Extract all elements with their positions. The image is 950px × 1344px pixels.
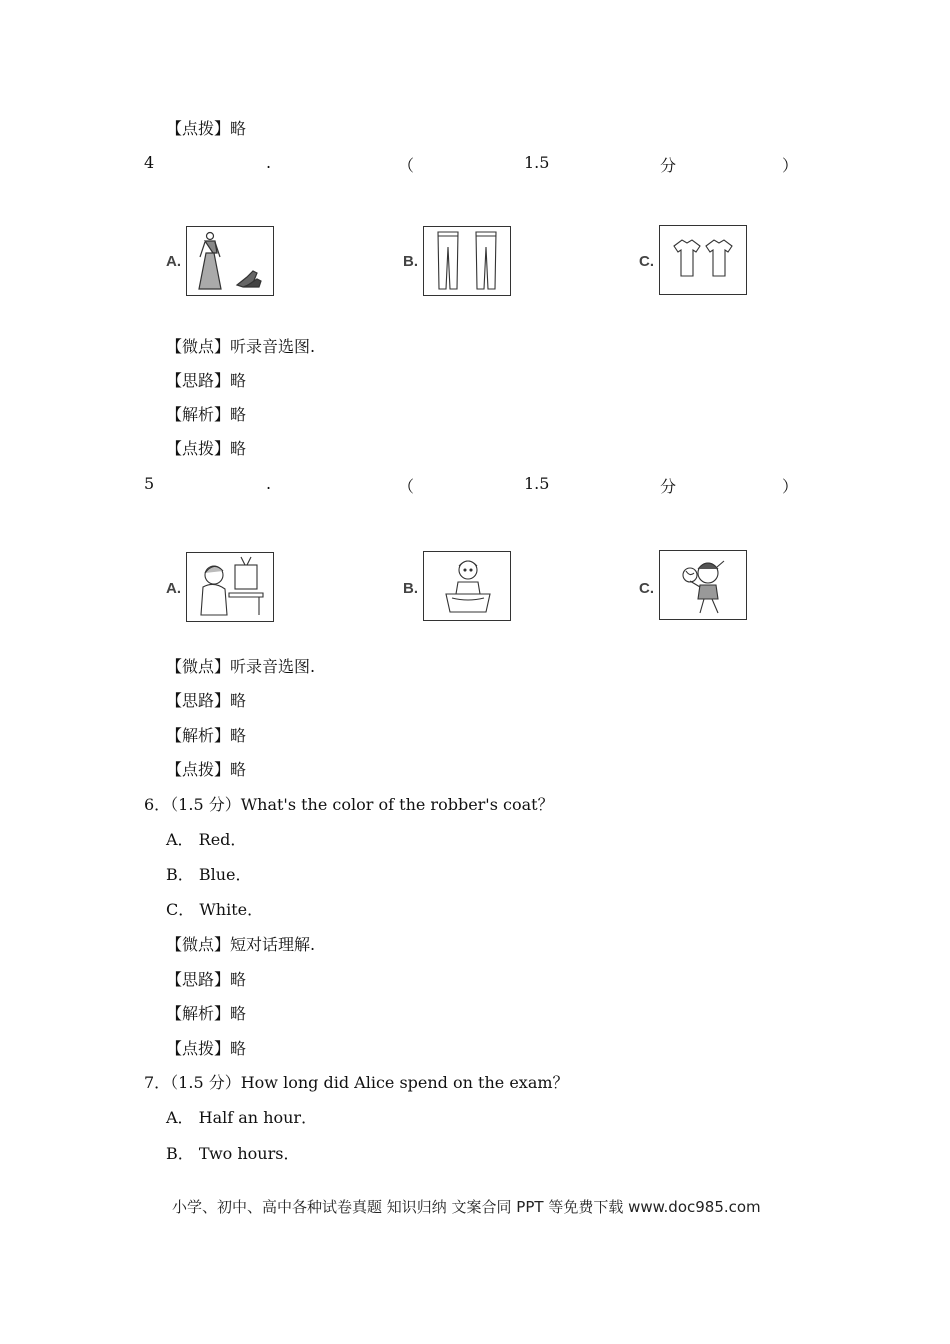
question-6-text: 6．（1.5 分）What's the color of the robber's coat？ [144, 795, 554, 814]
score-unit: 分 [660, 156, 677, 175]
option-a-label: A. [166, 580, 181, 597]
page-footer: 小学、初中、高中各种试卷真题 知识归纳 文案合同 PPT 等免费下载 www.doc985.com [172, 1198, 761, 1216]
score-value: 1.5 [524, 474, 550, 493]
note-point: 【微点】听录音选图. [166, 337, 316, 356]
note-idea: 【思路】略 [166, 371, 247, 390]
left-paren: （ [398, 477, 415, 496]
right-paren: ） [782, 477, 799, 496]
note-tip: 【点拨】略 [166, 1039, 247, 1058]
question-7-text: 7．（1.5 分）How long did Alice spend on the exam？ [144, 1073, 569, 1092]
choice-a: A． Half an hour． [166, 1108, 318, 1127]
note-analysis: 【解析】略 [166, 1004, 247, 1023]
note-point: 【微点】听录音选图. [166, 657, 316, 676]
right-paren: ） [782, 156, 799, 175]
choice-b: B． Blue． [166, 865, 252, 884]
option-b-label: B. [403, 253, 418, 270]
tshirts-icon [659, 225, 747, 295]
question-number: 5 [144, 474, 155, 493]
girl-playing-ball-icon [659, 550, 747, 620]
left-paren: （ [398, 156, 415, 175]
note-point: 【微点】短对话理解. [166, 935, 316, 954]
score-unit: 分 [660, 477, 677, 496]
note-idea: 【思路】略 [166, 691, 247, 710]
option-a-label: A. [166, 253, 181, 270]
note-tip: 【点拨】略 [166, 119, 247, 138]
note-idea: 【思路】略 [166, 970, 247, 989]
option-b-label: B. [403, 580, 418, 597]
question-dot: . [266, 153, 272, 172]
choice-a: A． Red． [166, 830, 247, 849]
choice-c: C． White． [166, 900, 264, 919]
dress-and-heels-icon [186, 226, 274, 296]
note-analysis: 【解析】略 [166, 726, 247, 745]
trousers-icon [423, 226, 511, 296]
note-analysis: 【解析】略 [166, 405, 247, 424]
note-tip: 【点拨】略 [166, 760, 247, 779]
choice-b: B． Two hours． [166, 1144, 300, 1163]
boy-washing-clothes-icon [423, 551, 511, 621]
option-c-label: C. [639, 253, 654, 270]
option-c-label: C. [639, 580, 654, 597]
woman-watching-tv-icon [186, 552, 274, 622]
question-number: 4 [144, 153, 155, 172]
question-dot: . [266, 474, 272, 493]
note-tip: 【点拨】略 [166, 439, 247, 458]
score-value: 1.5 [524, 153, 550, 172]
